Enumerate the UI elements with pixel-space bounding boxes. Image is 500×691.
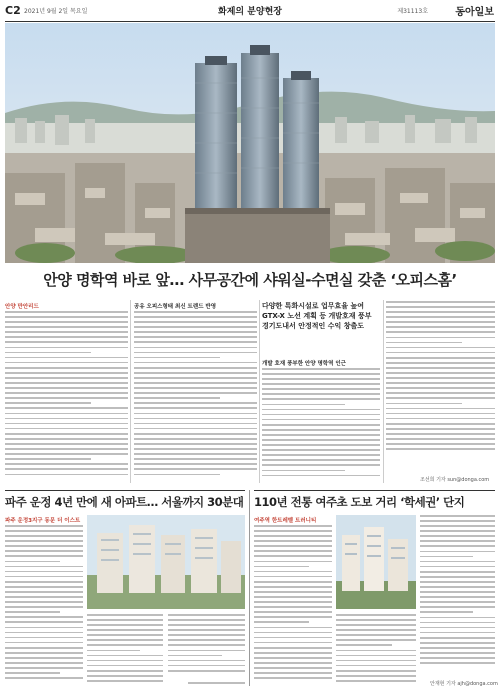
column-rule	[383, 300, 384, 483]
column-rule	[249, 490, 250, 686]
left-byline	[188, 682, 245, 684]
main-body-col2	[134, 311, 257, 483]
column-rule	[130, 300, 131, 483]
right-body-col3	[420, 515, 495, 675]
col3-subhead: 개발 호재 풍부한 안양 명학역 인근	[262, 361, 346, 367]
main-kicker: 안양 만안리드	[5, 304, 39, 310]
col2-subhead: 공유 오피스형태 최신 트렌드 반영	[134, 304, 217, 310]
newspaper-logo: 동아일보	[455, 7, 494, 18]
cityscape-illustration	[5, 23, 495, 263]
left-rendering-photo	[87, 515, 245, 609]
left-body-col1	[5, 525, 83, 686]
section-title: 화제의 분양현장	[218, 7, 282, 17]
header-rule	[5, 21, 495, 22]
page-number: C2	[5, 4, 21, 17]
right-body-col2	[336, 614, 416, 686]
main-headline: 안양 명학역 바로 앞… 사무공간에 샤워실-수면실 갖춘 ‘오피스홈’	[43, 271, 457, 289]
main-body-col3	[262, 368, 380, 483]
main-body-col4	[386, 301, 495, 473]
section-rule-left	[5, 490, 245, 491]
right-rendering-photo	[336, 515, 416, 609]
main-body-col1	[5, 311, 128, 483]
right-body-col1	[254, 525, 332, 686]
complex-rendering	[336, 515, 416, 609]
main-byline: 조선희 기자 sun@donga.com	[420, 477, 490, 483]
left-body-col2	[87, 614, 163, 686]
section-rule-right	[254, 490, 495, 491]
issue-number: 제31113호	[397, 8, 428, 15]
column-rule	[259, 300, 260, 483]
left-kicker: 파주 운정3지구 동문 더 이스트	[5, 518, 81, 524]
left-body-col3	[168, 614, 245, 680]
page-header	[0, 0, 500, 22]
apartment-rendering	[87, 515, 245, 609]
main-deck: 다양한 특화시설로 업무효율 높여 GTX-X 노선 계획 등 개발호재 풍부 경기도내서 안정적인 수익 창출도	[262, 302, 372, 330]
right-kicker: 여주역 한트레벨 트러니티	[254, 518, 317, 524]
left-headline: 파주 운정 4년 만에 새 아파트… 서울까지 30분대	[5, 495, 244, 509]
right-headline: 110년 전통 여주초 도보 거리 ‘학세권’ 단지	[254, 495, 465, 509]
right-byline: 안재현 기자 ajh@donga.com	[430, 681, 498, 687]
issue-date: 2021년 9월 2일 목요일	[24, 8, 88, 15]
hero-photo	[5, 23, 495, 263]
